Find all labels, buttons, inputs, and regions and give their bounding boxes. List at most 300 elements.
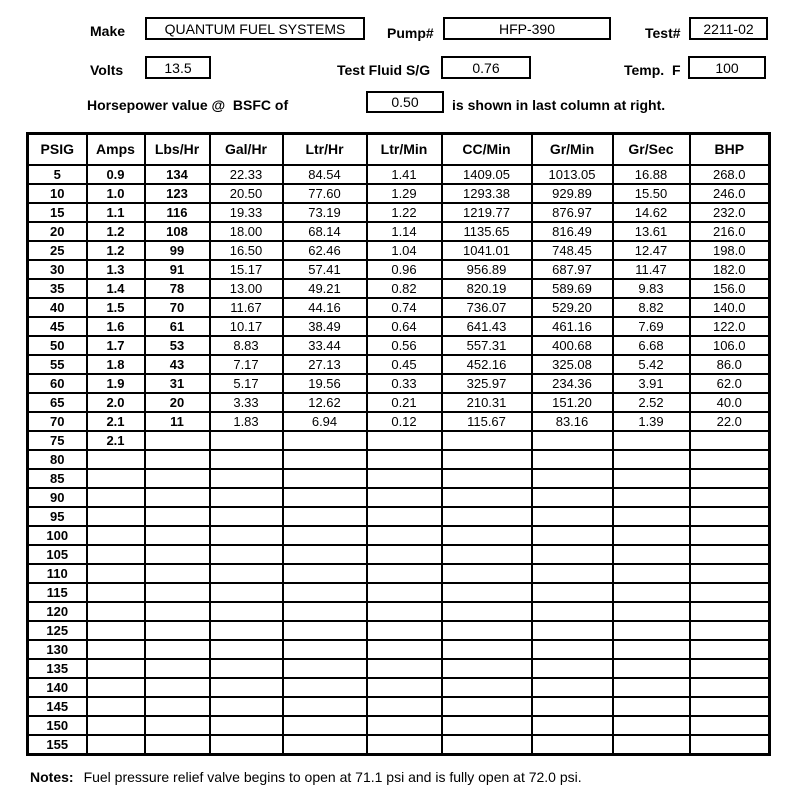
cell-ltr-hr: 19.56 [283,374,367,393]
cell-lbs-hr [145,602,210,621]
cell-gal-hr [210,488,283,507]
temp-f-value: 100 [715,59,739,76]
cell-amps: 2.1 [87,412,145,431]
cell-psig: 155 [28,735,87,755]
test-fluid-sg-value: 0.76 [472,59,500,76]
cell-gr-sec: 2.52 [613,393,690,412]
cell-bhp: 156.0 [690,279,770,298]
cell-gr-sec [613,602,690,621]
cell-psig: 30 [28,260,87,279]
cell-lbs-hr [145,469,210,488]
cell-lbs-hr [145,431,210,450]
cell-psig: 115 [28,583,87,602]
cell-lbs-hr: 108 [145,222,210,241]
cell-gr-min [532,507,613,526]
cell-cc-min: 210.31 [442,393,532,412]
cell-gal-hr: 15.17 [210,260,283,279]
cell-lbs-hr [145,545,210,564]
pump-table-header [28,134,770,165]
cell-psig: 5 [28,165,87,184]
cell-ltr-hr: 38.49 [283,317,367,336]
cell-cc-min [442,640,532,659]
cell-gr-sec: 13.61 [613,222,690,241]
cell-psig: 20 [28,222,87,241]
table-row [28,374,770,393]
cell-cc-min: 325.97 [442,374,532,393]
table-row [28,469,770,488]
cell-gal-hr: 22.33 [210,165,283,184]
cell-bhp [690,526,770,545]
cell-gr-min [532,564,613,583]
cell-bhp [690,583,770,602]
column-header-lbs-hr: Lbs/Hr [145,134,210,165]
cell-gr-sec: 6.68 [613,336,690,355]
cell-gr-sec [613,659,690,678]
column-header-gal-hr: Gal/Hr [210,134,283,165]
cell-lbs-hr: 123 [145,184,210,203]
cell-gr-sec [613,564,690,583]
cell-lbs-hr: 70 [145,298,210,317]
cell-gr-min [532,583,613,602]
column-header-ltr-hr: Ltr/Hr [283,134,367,165]
cell-gr-min [532,488,613,507]
cell-bhp: 216.0 [690,222,770,241]
cell-gr-min [532,450,613,469]
cell-amps: 0.9 [87,165,145,184]
cell-ltr-min [367,621,442,640]
cell-bhp [690,488,770,507]
cell-gal-hr [210,450,283,469]
cell-cc-min [442,488,532,507]
cell-lbs-hr [145,716,210,735]
cell-gal-hr: 19.33 [210,203,283,222]
cell-lbs-hr: 78 [145,279,210,298]
cell-psig: 85 [28,469,87,488]
cell-gr-sec: 8.82 [613,298,690,317]
cell-ltr-min: 1.22 [367,203,442,222]
cell-gr-sec [613,583,690,602]
cell-cc-min [442,716,532,735]
cell-psig: 95 [28,507,87,526]
cell-cc-min [442,583,532,602]
cell-gr-min: 151.20 [532,393,613,412]
table-row [28,412,770,431]
table-row [28,716,770,735]
cell-gr-min [532,431,613,450]
cell-ltr-hr: 33.44 [283,336,367,355]
cell-gr-sec: 12.47 [613,241,690,260]
cell-ltr-hr: 77.60 [283,184,367,203]
cell-gr-min [532,716,613,735]
cell-ltr-min [367,697,442,716]
cell-amps: 1.6 [87,317,145,336]
cell-bhp [690,621,770,640]
table-row [28,298,770,317]
table-row [28,678,770,697]
cell-bhp [690,507,770,526]
bsfc-field[interactable] [366,91,444,113]
cell-gr-min [532,621,613,640]
cell-gr-sec: 9.83 [613,279,690,298]
cell-lbs-hr: 43 [145,355,210,374]
cell-lbs-hr [145,697,210,716]
cell-gal-hr [210,678,283,697]
volts-field[interactable] [145,56,211,79]
cell-ltr-min [367,564,442,583]
cell-ltr-hr [283,678,367,697]
cell-ltr-min [367,545,442,564]
cell-bhp: 182.0 [690,260,770,279]
cell-gr-sec [613,735,690,755]
pump-number-field[interactable] [443,17,611,40]
table-row [28,203,770,222]
cell-ltr-hr [283,735,367,755]
cell-ltr-hr: 68.14 [283,222,367,241]
make-value: QUANTUM FUEL SYSTEMS [164,20,346,37]
cell-gr-sec: 1.39 [613,412,690,431]
cell-amps [87,507,145,526]
cell-gr-min: 748.45 [532,241,613,260]
cell-bhp [690,431,770,450]
bsfc-suffix-label: is shown in last column at right. [452,97,666,113]
pump-table-body [28,165,770,755]
cell-gr-sec [613,507,690,526]
cell-gr-min: 589.69 [532,279,613,298]
column-header-ltr-min: Ltr/Min [367,134,442,165]
cell-amps: 1.7 [87,336,145,355]
cell-gal-hr: 11.67 [210,298,283,317]
cell-amps [87,716,145,735]
cell-psig: 65 [28,393,87,412]
cell-ltr-hr [283,469,367,488]
notes-text: Fuel pressure relief valve begins to open at 71.1 psi and is fully open at 72.0 psi. [83,769,582,785]
cell-ltr-hr: 12.62 [283,393,367,412]
cell-gal-hr: 7.17 [210,355,283,374]
cell-ltr-hr: 73.19 [283,203,367,222]
cell-gal-hr [210,659,283,678]
cell-amps [87,450,145,469]
cell-ltr-hr [283,488,367,507]
cell-cc-min: 115.67 [442,412,532,431]
cell-lbs-hr [145,621,210,640]
cell-gr-min: 234.36 [532,374,613,393]
cell-gr-sec: 5.42 [613,355,690,374]
cell-lbs-hr [145,640,210,659]
cell-cc-min [442,678,532,697]
cell-gr-min: 400.68 [532,336,613,355]
cell-gr-sec [613,431,690,450]
cell-gal-hr [210,697,283,716]
cell-cc-min [442,507,532,526]
cell-ltr-min [367,583,442,602]
table-row [28,393,770,412]
cell-cc-min [442,564,532,583]
cell-cc-min [442,697,532,716]
table-row [28,431,770,450]
make-field[interactable] [145,17,365,40]
cell-psig: 120 [28,602,87,621]
cell-gr-sec [613,716,690,735]
cell-gr-min: 83.16 [532,412,613,431]
cell-ltr-min [367,507,442,526]
cell-bhp: 106.0 [690,336,770,355]
test-number-label: Test# [645,25,681,41]
cell-ltr-min: 0.74 [367,298,442,317]
cell-bhp: 86.0 [690,355,770,374]
cell-ltr-min [367,678,442,697]
table-row [28,735,770,755]
cell-gr-min: 816.49 [532,222,613,241]
volts-label: Volts [90,62,124,78]
cell-ltr-hr [283,564,367,583]
cell-gal-hr [210,469,283,488]
cell-bhp [690,697,770,716]
cell-cc-min [442,621,532,640]
cell-gr-sec [613,621,690,640]
cell-ltr-min [367,716,442,735]
cell-amps [87,621,145,640]
temp-f-field[interactable] [688,56,766,79]
cell-bhp: 198.0 [690,241,770,260]
cell-ltr-hr: 57.41 [283,260,367,279]
cell-psig: 70 [28,412,87,431]
cell-lbs-hr: 20 [145,393,210,412]
cell-gal-hr: 18.00 [210,222,283,241]
cell-amps [87,564,145,583]
cell-bhp: 140.0 [690,298,770,317]
column-header-gr-sec: Gr/Sec [613,134,690,165]
cell-gr-sec: 14.62 [613,203,690,222]
cell-cc-min: 452.16 [442,355,532,374]
cell-ltr-min [367,526,442,545]
cell-bhp: 22.0 [690,412,770,431]
cell-bhp: 40.0 [690,393,770,412]
cell-lbs-hr [145,450,210,469]
column-header-amps: Amps [87,134,145,165]
cell-amps: 2.1 [87,431,145,450]
table-row [28,165,770,184]
cell-gr-sec: 11.47 [613,260,690,279]
header-row [28,134,770,165]
column-header-psig: PSIG [28,134,87,165]
cell-amps [87,602,145,621]
cell-gr-min: 929.89 [532,184,613,203]
cell-amps: 1.1 [87,203,145,222]
table-row [28,450,770,469]
cell-ltr-hr [283,583,367,602]
cell-gr-min [532,545,613,564]
cell-ltr-min: 0.82 [367,279,442,298]
cell-ltr-hr [283,602,367,621]
pump-number-label: Pump# [387,25,434,41]
cell-bhp [690,564,770,583]
column-header-bhp: BHP [690,134,770,165]
cell-psig: 105 [28,545,87,564]
cell-gr-min: 325.08 [532,355,613,374]
cell-ltr-min: 0.45 [367,355,442,374]
cell-amps: 1.2 [87,222,145,241]
table-row [28,260,770,279]
cell-ltr-hr [283,640,367,659]
pump-flow-table [26,132,771,756]
table-row [28,526,770,545]
test-fluid-sg-label: Test Fluid S/G [337,62,431,78]
cell-gr-sec: 7.69 [613,317,690,336]
column-header-gr-min: Gr/Min [532,134,613,165]
test-number-value: 2211-02 [703,20,754,37]
cell-ltr-hr [283,697,367,716]
cell-gr-sec [613,678,690,697]
cell-gr-min [532,469,613,488]
cell-ltr-min: 1.29 [367,184,442,203]
cell-cc-min: 1409.05 [442,165,532,184]
cell-lbs-hr [145,564,210,583]
table-row [28,564,770,583]
cell-ltr-hr: 62.46 [283,241,367,260]
cell-gr-sec: 3.91 [613,374,690,393]
cell-ltr-hr [283,545,367,564]
cell-psig: 140 [28,678,87,697]
cell-amps [87,526,145,545]
cell-cc-min [442,431,532,450]
cell-psig: 135 [28,659,87,678]
cell-cc-min: 1041.01 [442,241,532,260]
cell-ltr-min [367,602,442,621]
cell-gr-min [532,659,613,678]
cell-lbs-hr [145,735,210,755]
table-row [28,621,770,640]
cell-amps [87,583,145,602]
cell-cc-min [442,602,532,621]
cell-ltr-hr [283,450,367,469]
cell-ltr-min: 0.64 [367,317,442,336]
cell-gr-min [532,526,613,545]
cell-amps: 1.8 [87,355,145,374]
cell-psig: 110 [28,564,87,583]
test-number-field[interactable] [689,17,768,40]
cell-lbs-hr [145,507,210,526]
make-label: Make [90,23,126,39]
cell-ltr-hr: 6.94 [283,412,367,431]
cell-psig: 25 [28,241,87,260]
test-fluid-sg-field[interactable] [441,56,531,79]
cell-gal-hr: 3.33 [210,393,283,412]
cell-gr-sec [613,640,690,659]
cell-cc-min: 641.43 [442,317,532,336]
cell-gal-hr [210,431,283,450]
cell-ltr-min [367,735,442,755]
cell-lbs-hr [145,583,210,602]
notes-label: Notes: [30,769,74,785]
cell-gr-min: 529.20 [532,298,613,317]
cell-ltr-min: 1.14 [367,222,442,241]
cell-amps: 1.2 [87,241,145,260]
cell-gal-hr: 20.50 [210,184,283,203]
column-header-cc-min: CC/Min [442,134,532,165]
cell-amps [87,545,145,564]
bsfc-value: 0.50 [391,94,419,110]
cell-gal-hr [210,621,283,640]
table-row [28,355,770,374]
cell-gal-hr [210,716,283,735]
cell-cc-min: 820.19 [442,279,532,298]
cell-lbs-hr [145,488,210,507]
cell-psig: 80 [28,450,87,469]
cell-lbs-hr: 11 [145,412,210,431]
cell-bhp [690,716,770,735]
cell-psig: 75 [28,431,87,450]
cell-cc-min [442,469,532,488]
table-row [28,545,770,564]
cell-gal-hr [210,564,283,583]
cell-psig: 100 [28,526,87,545]
cell-gal-hr [210,640,283,659]
cell-gal-hr: 16.50 [210,241,283,260]
cell-bhp [690,659,770,678]
cell-gr-min [532,602,613,621]
cell-gr-sec: 15.50 [613,184,690,203]
cell-gr-min: 687.97 [532,260,613,279]
cell-psig: 40 [28,298,87,317]
cell-ltr-min [367,488,442,507]
cell-bhp: 122.0 [690,317,770,336]
cell-amps: 2.0 [87,393,145,412]
cell-psig: 15 [28,203,87,222]
cell-ltr-min [367,659,442,678]
cell-ltr-min [367,450,442,469]
cell-ltr-min: 0.33 [367,374,442,393]
cell-lbs-hr [145,659,210,678]
cell-ltr-hr [283,507,367,526]
cell-bhp [690,735,770,755]
cell-cc-min: 1135.65 [442,222,532,241]
table-row [28,336,770,355]
cell-gal-hr: 5.17 [210,374,283,393]
cell-ltr-hr [283,659,367,678]
cell-psig: 125 [28,621,87,640]
cell-gr-sec [613,697,690,716]
cell-gal-hr [210,583,283,602]
cell-cc-min [442,526,532,545]
cell-gal-hr [210,507,283,526]
cell-gr-min: 1013.05 [532,165,613,184]
table-row [28,602,770,621]
cell-psig: 130 [28,640,87,659]
cell-psig: 50 [28,336,87,355]
cell-gr-min [532,697,613,716]
cell-psig: 60 [28,374,87,393]
cell-cc-min: 1293.38 [442,184,532,203]
cell-cc-min [442,450,532,469]
cell-amps: 1.4 [87,279,145,298]
cell-psig: 35 [28,279,87,298]
cell-lbs-hr: 53 [145,336,210,355]
table-row [28,184,770,203]
cell-gal-hr [210,735,283,755]
cell-gal-hr [210,526,283,545]
cell-gr-sec [613,545,690,564]
cell-cc-min: 736.07 [442,298,532,317]
cell-gr-sec [613,450,690,469]
pump-number-value: HFP-390 [498,20,556,37]
cell-amps [87,640,145,659]
cell-gr-sec: 16.88 [613,165,690,184]
table-row [28,222,770,241]
cell-ltr-min [367,640,442,659]
cell-ltr-min: 1.41 [367,165,442,184]
cell-amps [87,678,145,697]
cell-lbs-hr: 91 [145,260,210,279]
